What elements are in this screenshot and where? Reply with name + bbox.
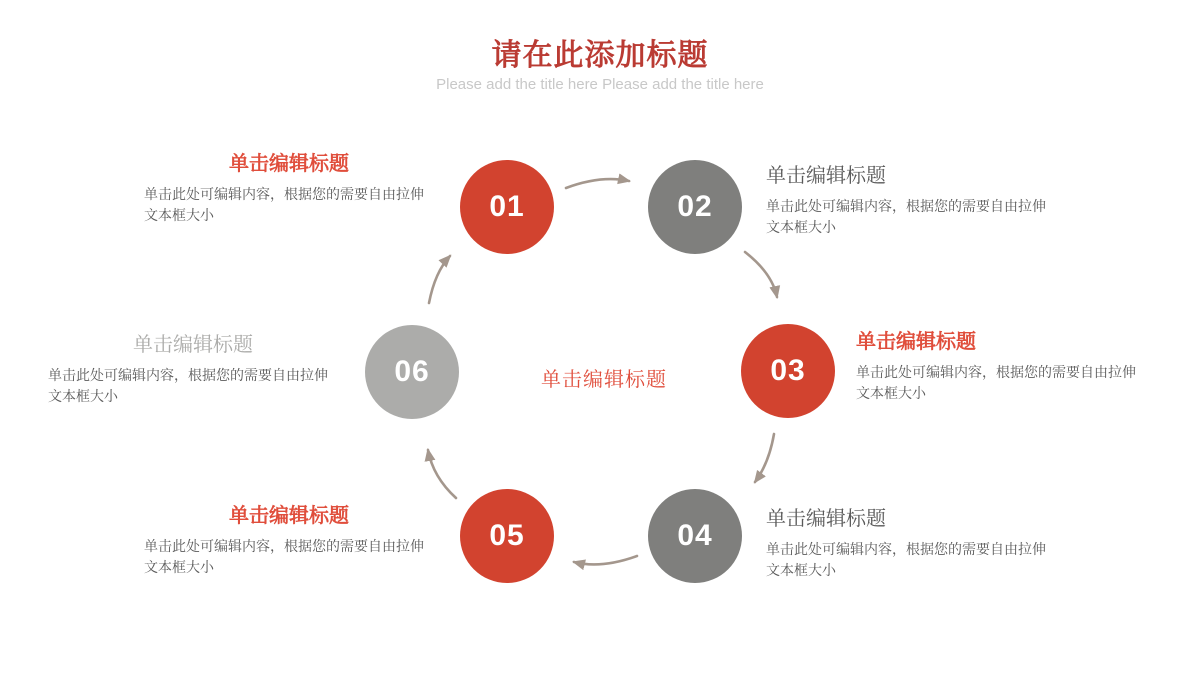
step-text-05 [144, 504, 434, 578]
step-number-03: 03 [770, 354, 806, 387]
step-body-01[interactable]: 单击此处可编辑内容，根据您的需要自由拉伸文本框大小 [144, 186, 424, 223]
page-title[interactable]: 请在此添加标题 [491, 39, 709, 72]
step-heading-04[interactable]: 单击编辑标题 [766, 508, 886, 530]
step-body-05[interactable]: 单击此处可编辑内容，根据您的需要自由拉伸文本框大小 [144, 538, 424, 575]
step-number-02: 02 [677, 190, 713, 223]
step-circle-04[interactable] [648, 489, 742, 583]
arrow-02-03 [745, 252, 777, 297]
step-heading-02[interactable]: 单击编辑标题 [766, 165, 886, 187]
step-body-03[interactable]: 单击此处可编辑内容，根据您的需要自由拉伸文本框大小 [856, 364, 1136, 401]
step-heading-03[interactable]: 单击编辑标题 [856, 331, 976, 353]
step-text-01 [144, 152, 434, 226]
step-body-02[interactable]: 单击此处可编辑内容，根据您的需要自由拉伸文本框大小 [766, 198, 1046, 235]
arrow-01-02 [566, 179, 629, 188]
step-circle-05[interactable] [460, 489, 554, 583]
step-text-02 [766, 164, 1056, 238]
step-number-01: 01 [489, 190, 525, 223]
step-heading-05[interactable]: 单击编辑标题 [229, 505, 349, 527]
step-number-06: 06 [394, 355, 430, 388]
step-heading-01[interactable]: 单击编辑标题 [229, 153, 349, 175]
step-circle-03[interactable] [741, 324, 835, 418]
step-body-04[interactable]: 单击此处可编辑内容，根据您的需要自由拉伸文本框大小 [766, 541, 1046, 578]
step-number-04: 04 [677, 519, 713, 552]
step-circle-06[interactable] [365, 325, 459, 419]
step-text-04 [766, 507, 1056, 581]
step-text-03 [856, 330, 1146, 404]
arrow-04-05 [574, 556, 637, 564]
step-number-05: 05 [489, 519, 525, 552]
step-circle-01[interactable] [460, 160, 554, 254]
step-circle-02[interactable] [648, 160, 742, 254]
page-subtitle[interactable]: Please add the title here Please add the title here [436, 76, 764, 93]
arrow-05-06 [428, 450, 456, 498]
step-text-06 [48, 333, 338, 407]
arrow-06-01 [429, 256, 450, 303]
step-heading-06[interactable]: 单击编辑标题 [133, 334, 253, 356]
step-body-06[interactable]: 单击此处可编辑内容，根据您的需要自由拉伸文本框大小 [48, 367, 328, 404]
center-label[interactable]: 单击编辑标题 [541, 369, 667, 391]
arrow-03-04 [755, 434, 774, 482]
